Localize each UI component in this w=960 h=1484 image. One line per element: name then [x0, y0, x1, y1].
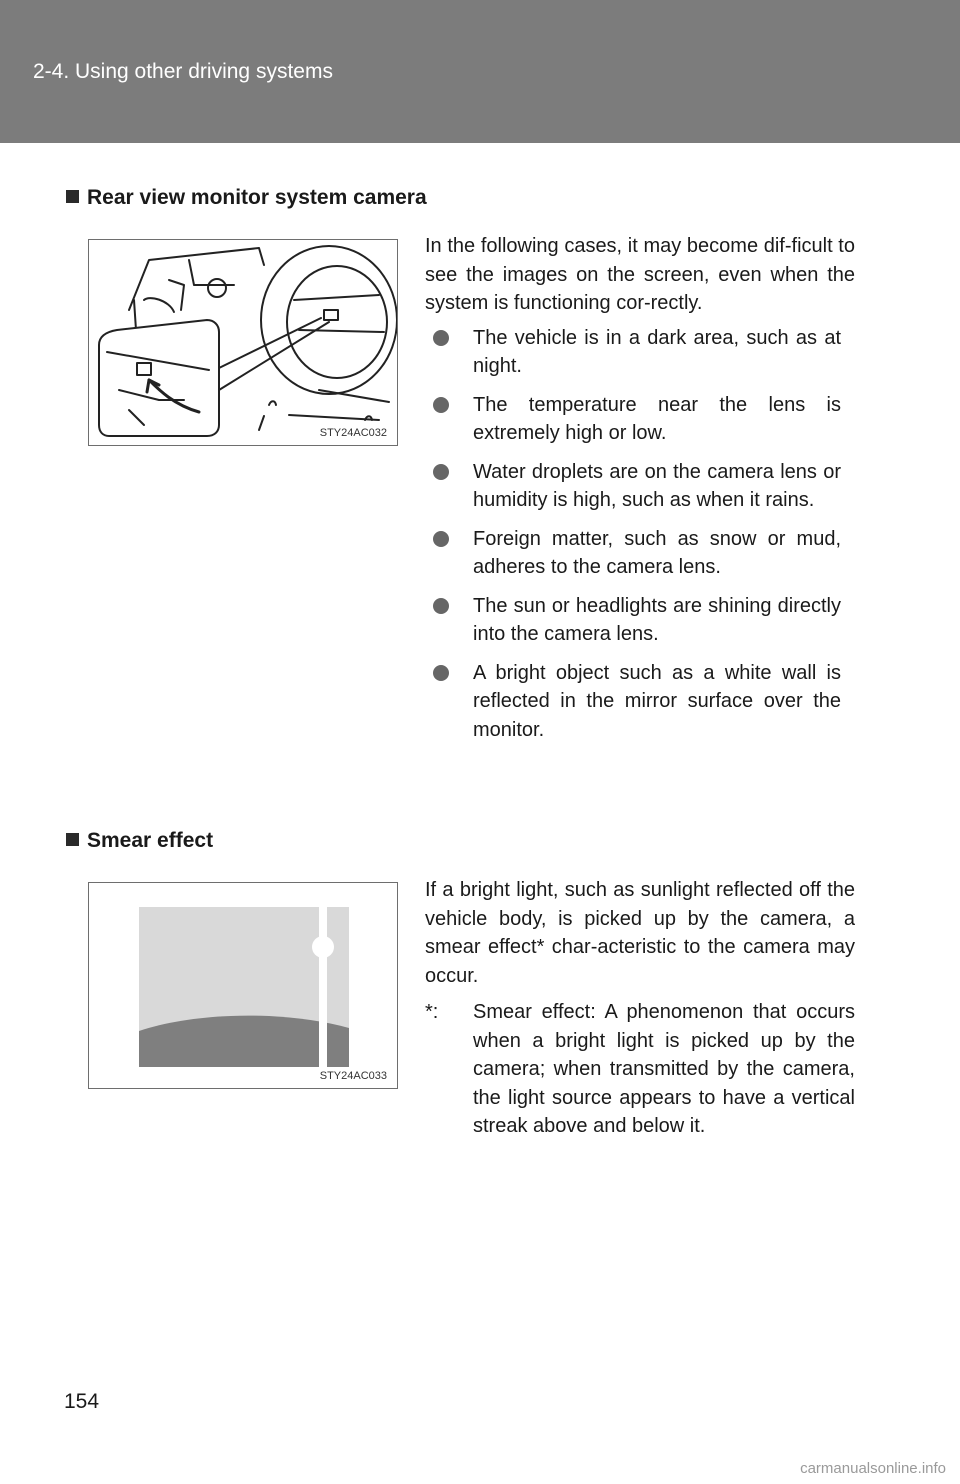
figure-smear-effect	[88, 882, 398, 1089]
figure-code: STY24AC033	[319, 1070, 387, 1082]
section-title-smear: Smear effect	[66, 829, 213, 853]
conditions-list	[425, 324, 855, 745]
round-bullet-icon	[433, 598, 449, 614]
figure-camera-location	[88, 239, 398, 446]
round-bullet-icon	[433, 330, 449, 346]
list-item: The sun or headlights are shining directly into the camera lens.	[425, 592, 841, 649]
camera-location-illustration	[89, 240, 397, 445]
watermark: carmanualsonline.info	[800, 1460, 946, 1477]
text-column-rear-camera	[425, 232, 855, 754]
list-item: A bright object such as a white wall is reflected in the mirror surface over the monitor.	[425, 659, 841, 745]
page-number: 154	[64, 1390, 100, 1413]
list-item: The vehicle is in a dark area, such as at night.	[425, 324, 841, 381]
square-bullet-icon	[66, 190, 79, 203]
footnote	[425, 998, 855, 1141]
round-bullet-icon	[433, 464, 449, 480]
text-column-smear	[425, 876, 855, 1141]
footnote-text: Smear effect: A phenomenon that occurs when a bright light is picked up by the camera; when transmitted by the camera, the light source appears to have a vertical streak above and below it.	[473, 1001, 855, 1137]
section-heading: 2-4. Using other driving systems	[33, 60, 333, 83]
figure-code: STY24AC032	[319, 427, 387, 439]
footnote-marker: *:	[425, 1001, 439, 1023]
intro-paragraph: If a bright light, such as sunlight reflected off the vehicle body, is picked up by the camera, a smear effect* char-acteristic to the camera may occur.	[425, 879, 855, 987]
intro-paragraph: In the following cases, it may become dif-ficult to see the images on the screen, even when the system is functioning cor-rectly.	[425, 235, 855, 314]
smear-effect-illustration	[89, 883, 397, 1088]
round-bullet-icon	[433, 531, 449, 547]
round-bullet-icon	[433, 665, 449, 681]
round-bullet-icon	[433, 397, 449, 413]
list-item: Water droplets are on the camera lens or humidity is high, such as when it rains.	[425, 458, 841, 515]
list-item: The temperature near the lens is extremely high or low.	[425, 391, 841, 448]
page-header	[0, 0, 960, 143]
section-title-rear-camera: Rear view monitor system camera	[66, 186, 427, 210]
list-item: Foreign matter, such as snow or mud, adheres to the camera lens.	[425, 525, 841, 582]
square-bullet-icon	[66, 833, 79, 846]
